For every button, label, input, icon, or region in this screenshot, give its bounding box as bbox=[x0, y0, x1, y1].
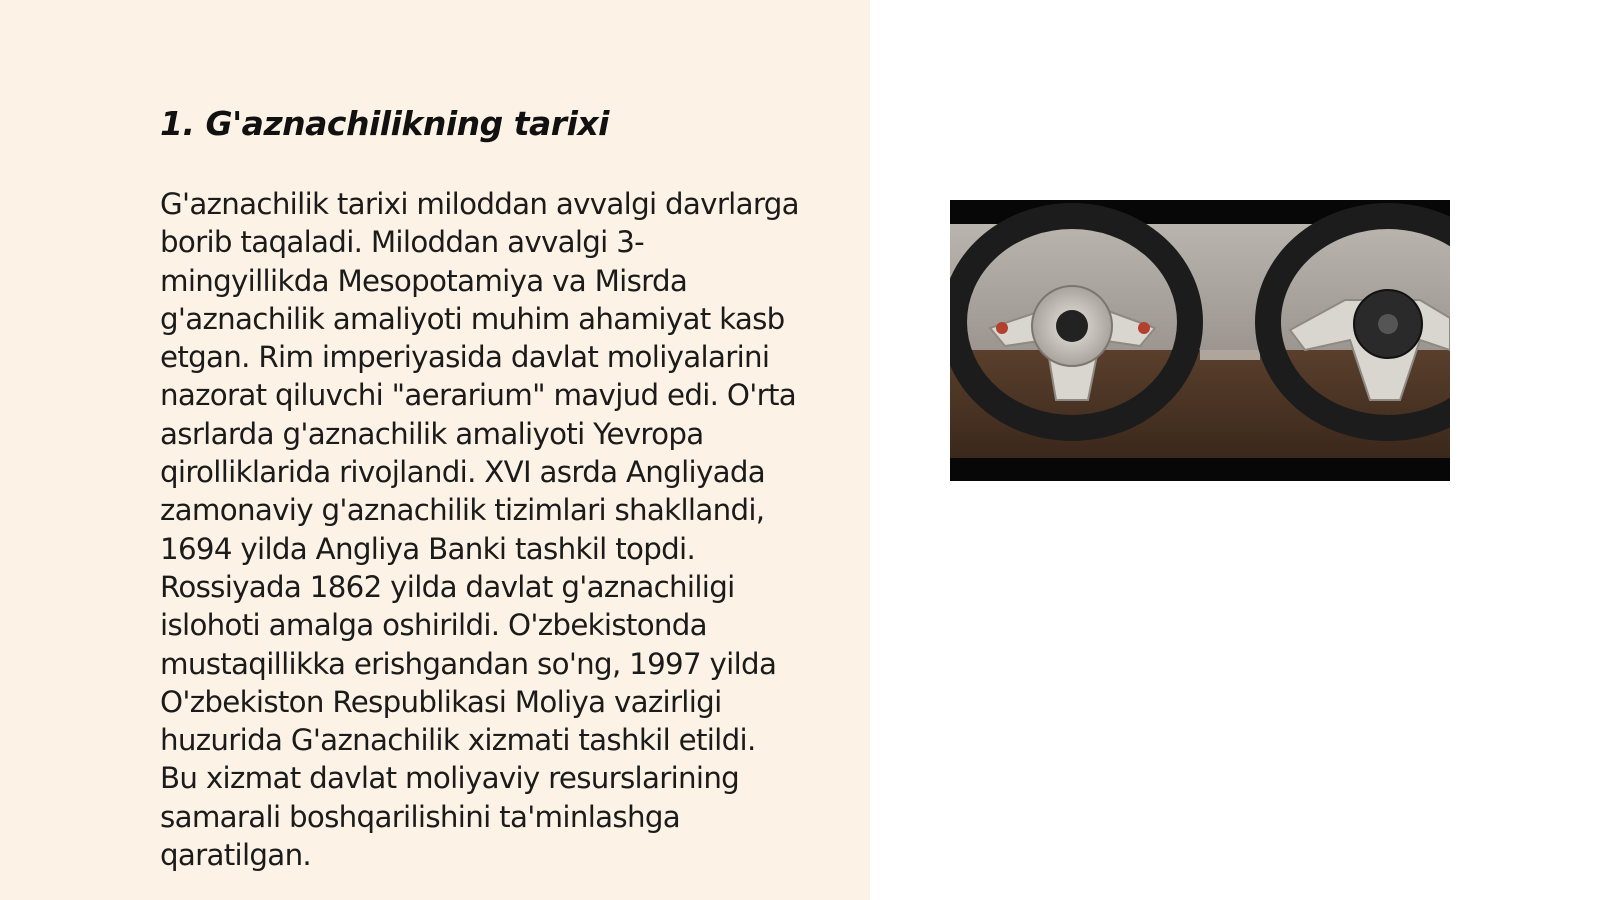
slide-body-text: G'aznachilik tarixi miloddan avvalgi davrlarga borib taqaladi. Miloddan avvalgi 3- mingyillikda Mesopotamiya va Misrda g'aznachilik amaliyoti muhim ahamiyat kasb etgan. Rim imperiyasida davlat moliyalarini nazorat qiluvchi "aerarium" mavjud edi. O'rta asrlarda g'aznachilik amaliyoti Yevropa qirolliklarida rivojlandi. XVI asrda Angliyada zamonaviy g'aznachilik tizimlari shakllandi, 1694 yilda Angliya Banki tashkil topdi. Rossiyada 1862 yilda davlat g'aznachiligi islohoti amalga oshirildi. O'zbekistonda mustaqillikka erishgandan so'ng, 1997 yilda O'zbekiston Respublikasi Moliya vazirligi huzurida G'aznachilik xizmati tashkil etildi. Bu xizmat davlat moliyaviy resurslarining samarali boshqarilishini ta'minlashga qaratilgan. bbox=[160, 187, 799, 873]
steering-wheels-illustration bbox=[950, 200, 1450, 481]
steering-wheels-image bbox=[950, 200, 1450, 481]
slide-heading: 1. G'aznachilikning tarixi bbox=[160, 104, 609, 143]
